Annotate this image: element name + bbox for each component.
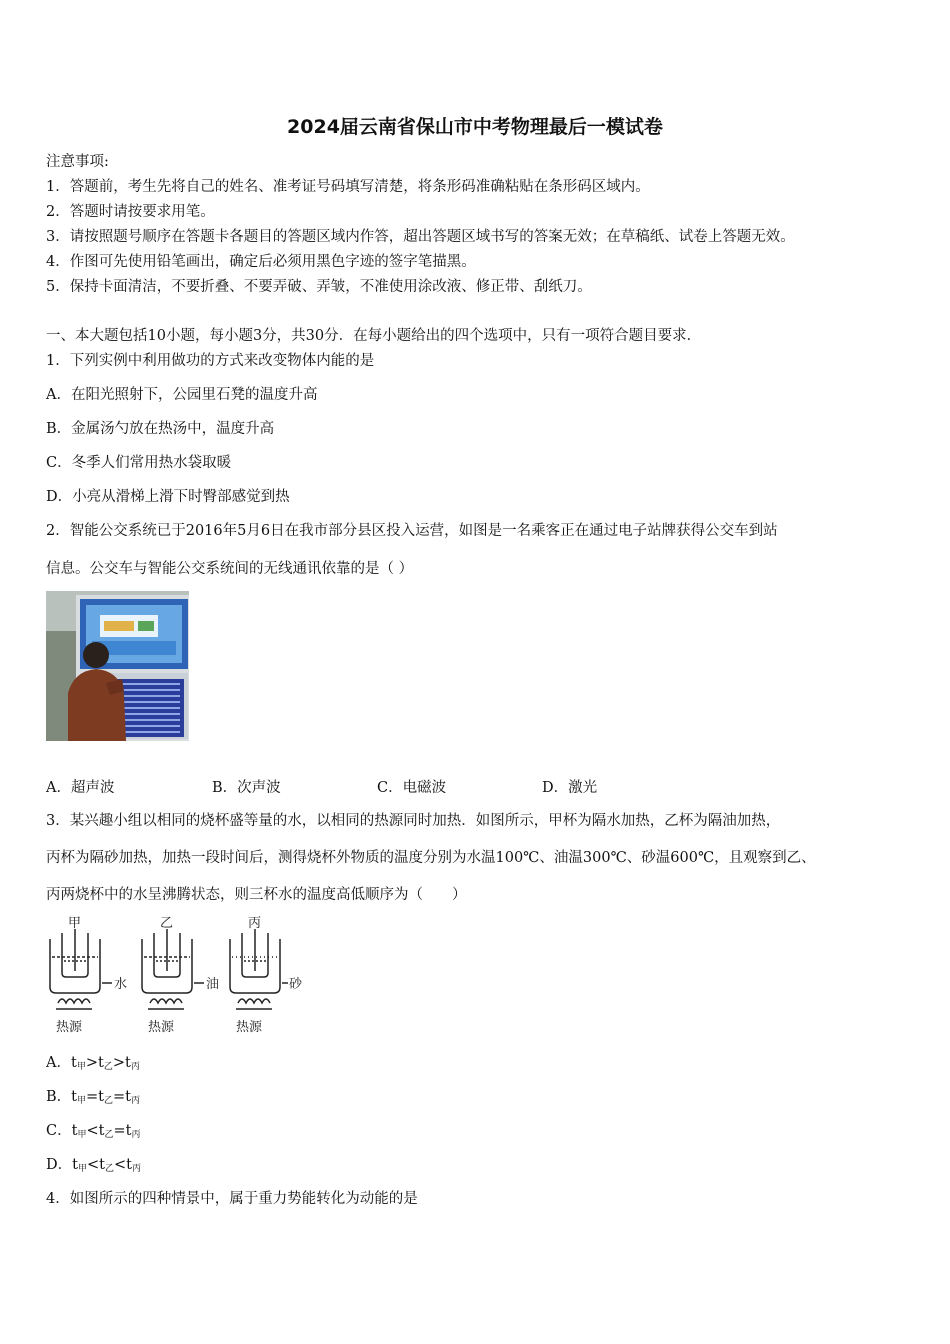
notice-item-1: 1．答题前，考生先将自己的姓名、准考证号码填写清楚，将条形码准确粘贴在条形码区域内。 xyxy=(46,179,650,195)
beaker-label-jia: 甲 xyxy=(68,916,82,931)
q3-stem-line-3: 丙两烧杯中的水呈沸腾状态，则三杯水的温度高低顺序为（ ） xyxy=(46,887,467,903)
q1-option-c: C．冬季人们常用热水袋取暖 xyxy=(46,455,232,471)
medium-label-sand: 砂 xyxy=(289,977,303,992)
q3-option-d: D．$t_甲<t_乙<t_丙$ xyxy=(46,1157,141,1174)
beaker-label-bing: 丙 xyxy=(248,916,262,931)
beaker-jia xyxy=(50,916,127,1035)
q3-stem-line-2: 丙杯为隔砂加热，加热一段时间后，测得烧杯外物质的温度分别为水温100℃、油温300℃、砂温600℃，且观察到乙、 xyxy=(46,850,816,866)
q2-option-c: C．电磁波 xyxy=(377,780,447,796)
notice-item-5: 5．保持卡面清洁，不要折叠、不要弄破、弄皱，不准使用涂改液、修正带、刮纸刀。 xyxy=(46,279,592,295)
beaker-bing xyxy=(230,916,303,1035)
q2-stem-line-2: 信息。公交车与智能公交系统间的无线通讯依靠的是（ ） xyxy=(46,561,414,577)
q2-options xyxy=(46,776,746,796)
heat-label-3: 热源 xyxy=(236,1020,263,1035)
beaker-yi xyxy=(142,916,219,1035)
notice-item-3: 3．请按照题号顺序在答题卡各题目的答题区域内作答，超出答题区域书写的答案无效；在草稿纸、试卷上答题无效。 xyxy=(46,229,795,245)
q3-option-c: C．$t_甲<t_乙=t_丙$ xyxy=(46,1123,141,1140)
q4-stem: 4．如图所示的四种情景中，属于重力势能转化为动能的是 xyxy=(46,1191,418,1207)
heat-label-2: 热源 xyxy=(148,1020,175,1035)
notice-item-2: 2．答题时请按要求用笔。 xyxy=(46,204,215,220)
q2-stem-line-1: 2．智能公交系统已于2016年5月6日在我市部分县区投入运营，如图是一名乘客正在通过电子站牌获得公交车到站 xyxy=(46,523,778,539)
q3-option-b: B．$t_甲=t_乙=t_丙$ xyxy=(46,1089,140,1106)
heat-label-1: 热源 xyxy=(56,1020,83,1035)
q2-option-b: B．次声波 xyxy=(212,780,281,796)
q1-option-b: B．金属汤勺放在热汤中，温度升高 xyxy=(46,421,275,437)
beaker-figure xyxy=(46,913,306,1038)
q2-option-d: D．激光 xyxy=(542,780,598,796)
page-title: 2024届云南省保山市中考物理最后一模试卷 xyxy=(287,116,663,138)
q2-option-a: A．超声波 xyxy=(46,780,115,796)
q3-stem-line-1: 3．某兴趣小组以相同的烧杯盛等量的水，以相同的热源同时加热．如图所示，甲杯为隔水加热，乙杯为隔油加热， xyxy=(46,813,781,829)
notice-item-4: 4．作图可先使用铅笔画出，确定后必须用黑色字迹的签字笔描黑。 xyxy=(46,254,476,270)
notice-heading: 注意事项: xyxy=(46,154,109,170)
bus-stop-photo xyxy=(46,591,189,741)
q1-stem: 1．下列实例中利用做功的方式来改变物体内能的是 xyxy=(46,353,375,369)
q1-option-d: D．小亮从滑梯上滑下时臀部感觉到热 xyxy=(46,489,290,505)
q1-option-a: A．在阳光照射下，公园里石凳的温度升高 xyxy=(46,387,318,403)
medium-label-water: 水 xyxy=(114,977,128,992)
medium-label-oil: 油 xyxy=(206,977,220,992)
beaker-label-yi: 乙 xyxy=(160,916,174,931)
section-1-heading: 一、本大题包括10小题，每小题3分，共30分．在每小题给出的四个选项中，只有一项符合题目要求． xyxy=(46,328,702,344)
q3-option-a: A．$t_甲>t_乙>t_丙$ xyxy=(46,1055,140,1072)
